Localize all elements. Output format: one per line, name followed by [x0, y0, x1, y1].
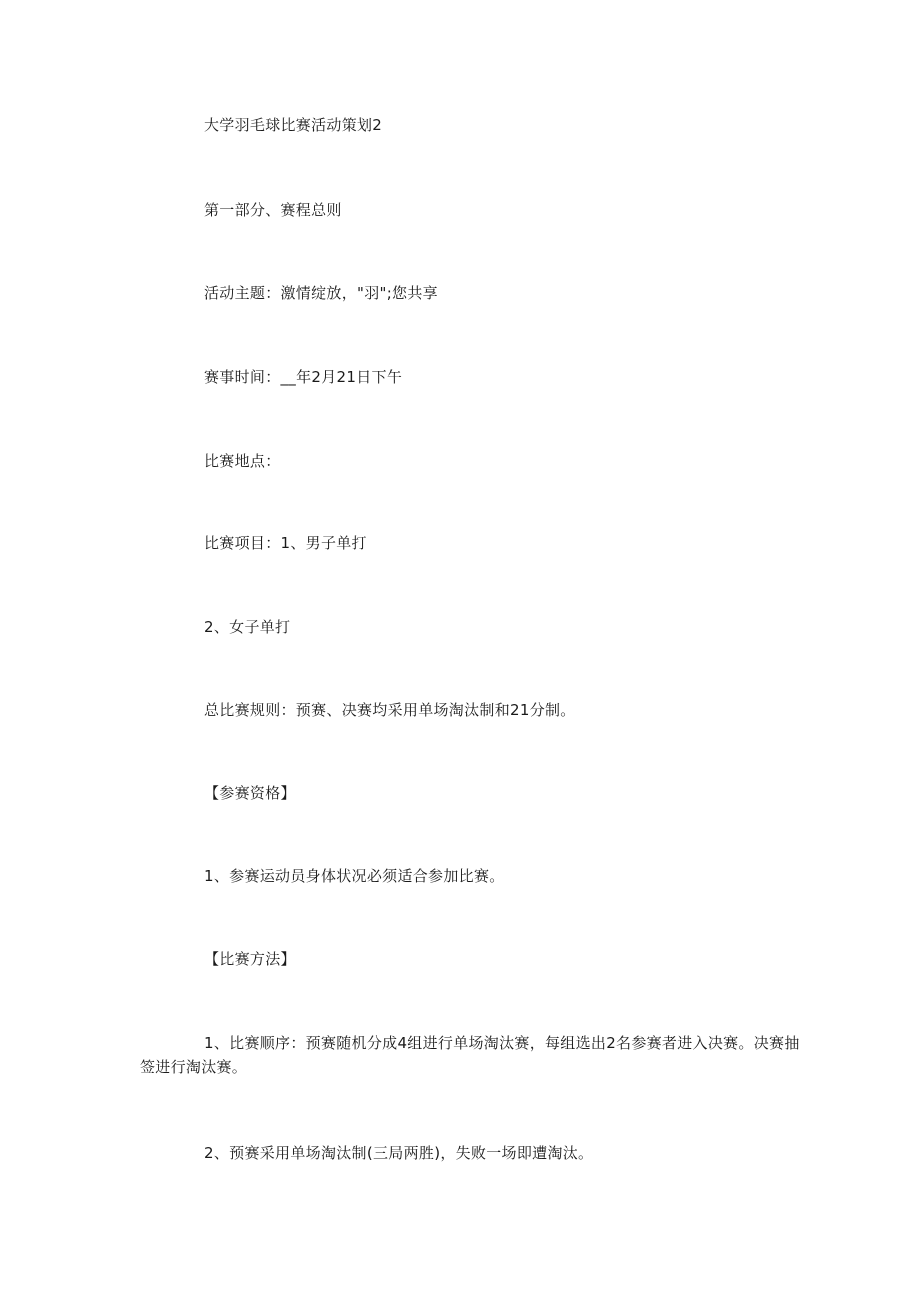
qualification-item-1: 1、参赛运动员身体状况必须适合参加比赛。: [204, 867, 505, 885]
general-rules: 总比赛规则：预赛、决赛均采用单场淘汰制和21分制。: [204, 701, 576, 719]
document-title: 大学羽毛球比赛活动策划2: [204, 116, 383, 134]
time-line: 赛事时间：__年2月21日下午: [204, 368, 403, 386]
events-item-2: 2、女子单打: [204, 618, 291, 636]
theme-line: 活动主题：激情绽放，"羽";您共享: [204, 284, 438, 302]
qualification-heading: 【参赛资格】: [204, 784, 296, 802]
method-heading: 【比赛方法】: [204, 950, 296, 968]
events-item-1: 比赛项目：1、男子单打: [204, 534, 367, 552]
venue-line: 比赛地点：: [204, 452, 281, 470]
method-item-1: 1、比赛顺序：预赛随机分成4组进行单场淘汰赛，每组选出2名参赛者进入决赛。决赛抽签进行淘汰赛。: [140, 1034, 800, 1076]
method-item-2: 2、预赛采用单场淘汰制(三局两胜)，失败一场即遭淘汰。: [204, 1144, 594, 1162]
section-heading: 第一部分、赛程总则: [204, 201, 342, 219]
